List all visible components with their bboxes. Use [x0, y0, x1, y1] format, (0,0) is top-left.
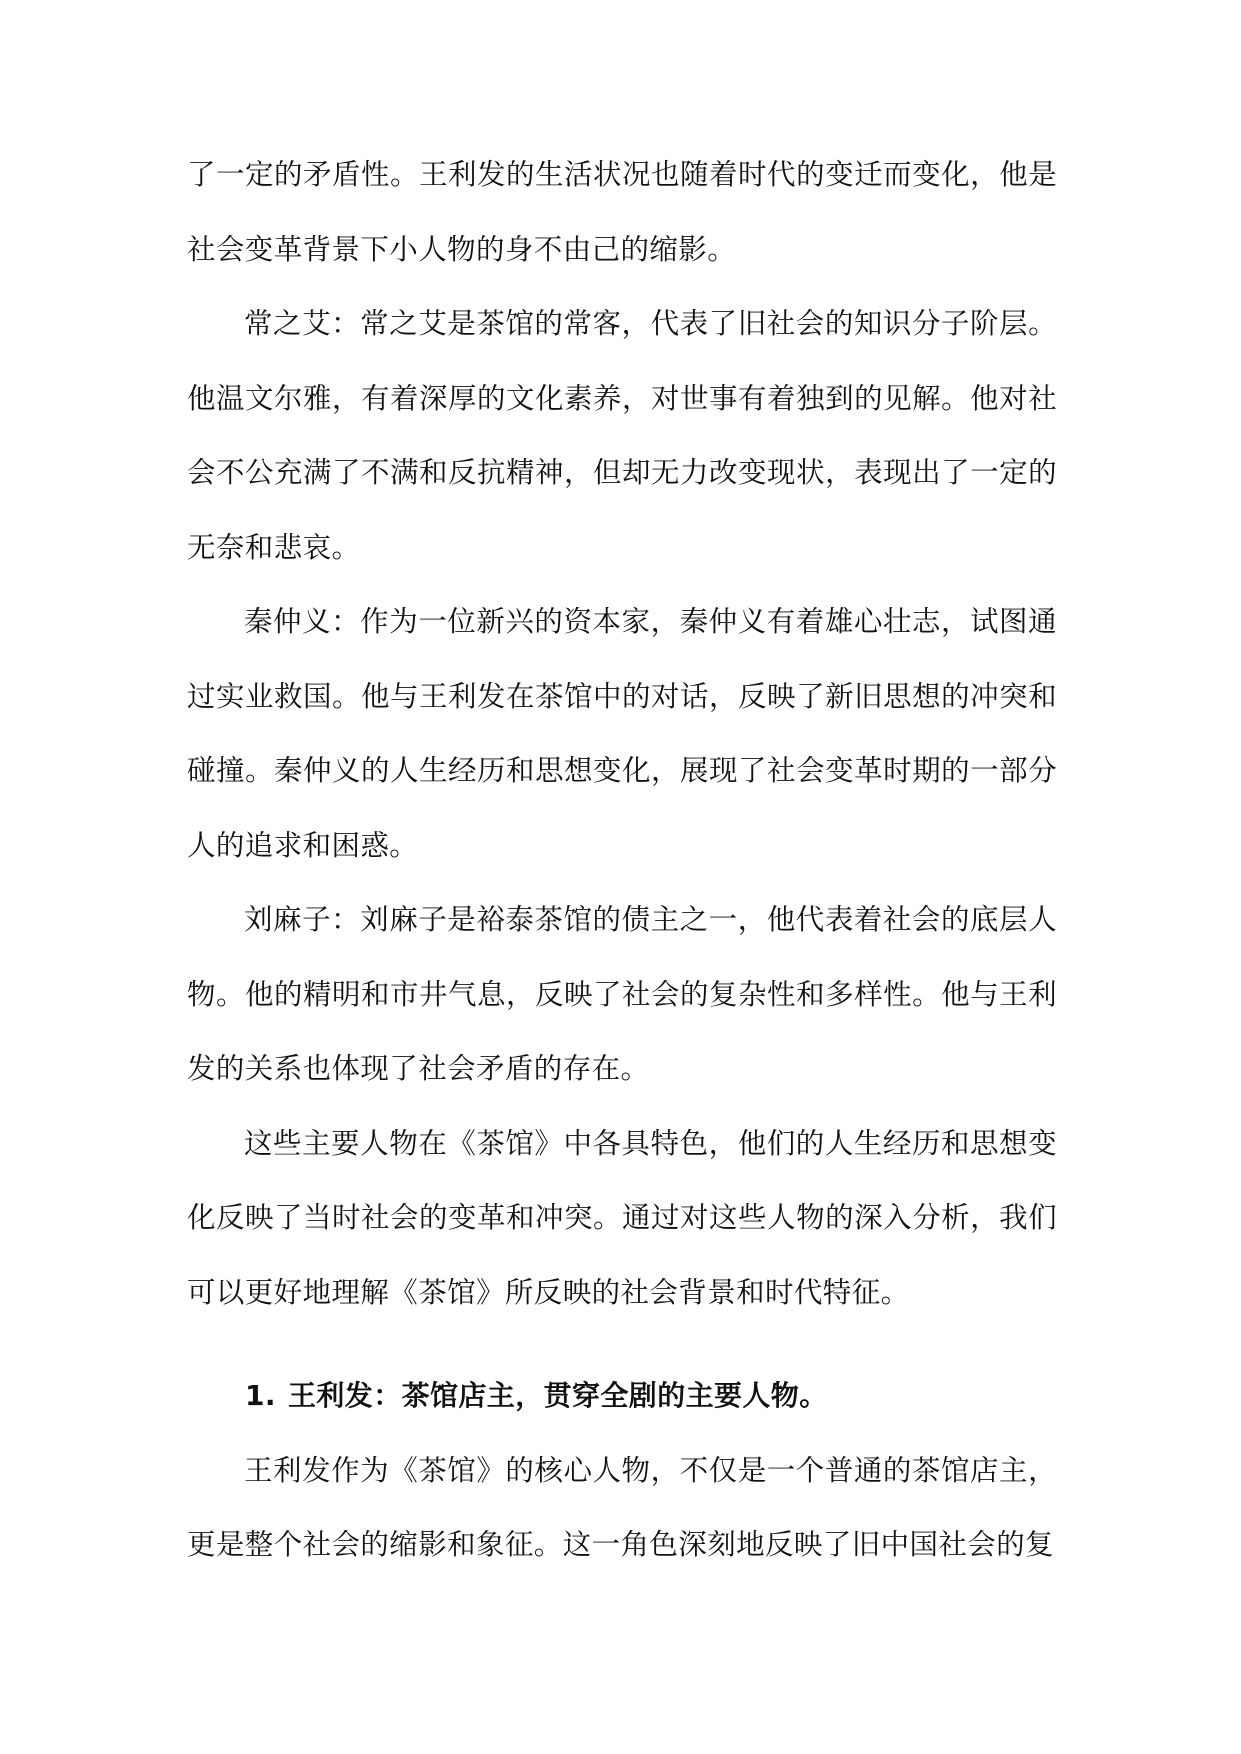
paragraph-wang-lifa-intro: 王利发作为《茶馆》的核心人物，不仅是一个普通的茶馆店主，更是整个社会的缩影和象征。这一角色深刻地反映了旧中国社会的复 — [187, 1453, 1057, 1561]
paragraph-summary: 这些主要人物在《茶馆》中各具特色，他们的人生经历和思想变化反映了当时社会的变革和冲突。通过对这些人物的深入分析，我们可以更好地理解《茶馆》所反映的社会背景和时代特征。 — [187, 1126, 1057, 1309]
paragraph-liu-mazi: 刘麻子：刘麻子是裕泰茶馆的债主之一，他代表着社会的底层人物。他的精明和市井气息，反映了社会的复杂性和多样性。他与王利发的关系也体现了社会矛盾的存在。 — [187, 903, 1057, 1085]
document-body — [187, 138, 1057, 1583]
paragraph-chang-zhiai: 常之艾：常之艾是茶馆的常客，代表了旧社会的知识分子阶层。他温文尔雅，有着深厚的文化素养，对世事有着独到的见解。他对社会不公充满了不满和反抗精神，但却无力改变现状，表现出了一定的无奈和悲哀。 — [187, 307, 1057, 564]
paragraph-wang-lifa-continuation: 了一定的矛盾性。王利发的生活状况也随着时代的变迁而变化，他是社会变革背景下小人物的身不由己的缩影。 — [187, 158, 1057, 266]
section-heading-text: 王利发：茶馆店主，贯穿全剧的主要人物。 — [288, 1379, 828, 1412]
section-heading-number: 1. — [245, 1379, 276, 1412]
section-heading — [187, 1359, 1057, 1434]
paragraph-qin-zhongyi: 秦仲义：作为一位新兴的资本家，秦仲义有着雄心壮志，试图通过实业救国。他与王利发在茶馆中的对话，反映了新旧思想的冲突和碰撞。秦仲义的人生经历和思想变化，展现了社会变革时期的一部分人的追求和困惑。 — [187, 605, 1057, 862]
